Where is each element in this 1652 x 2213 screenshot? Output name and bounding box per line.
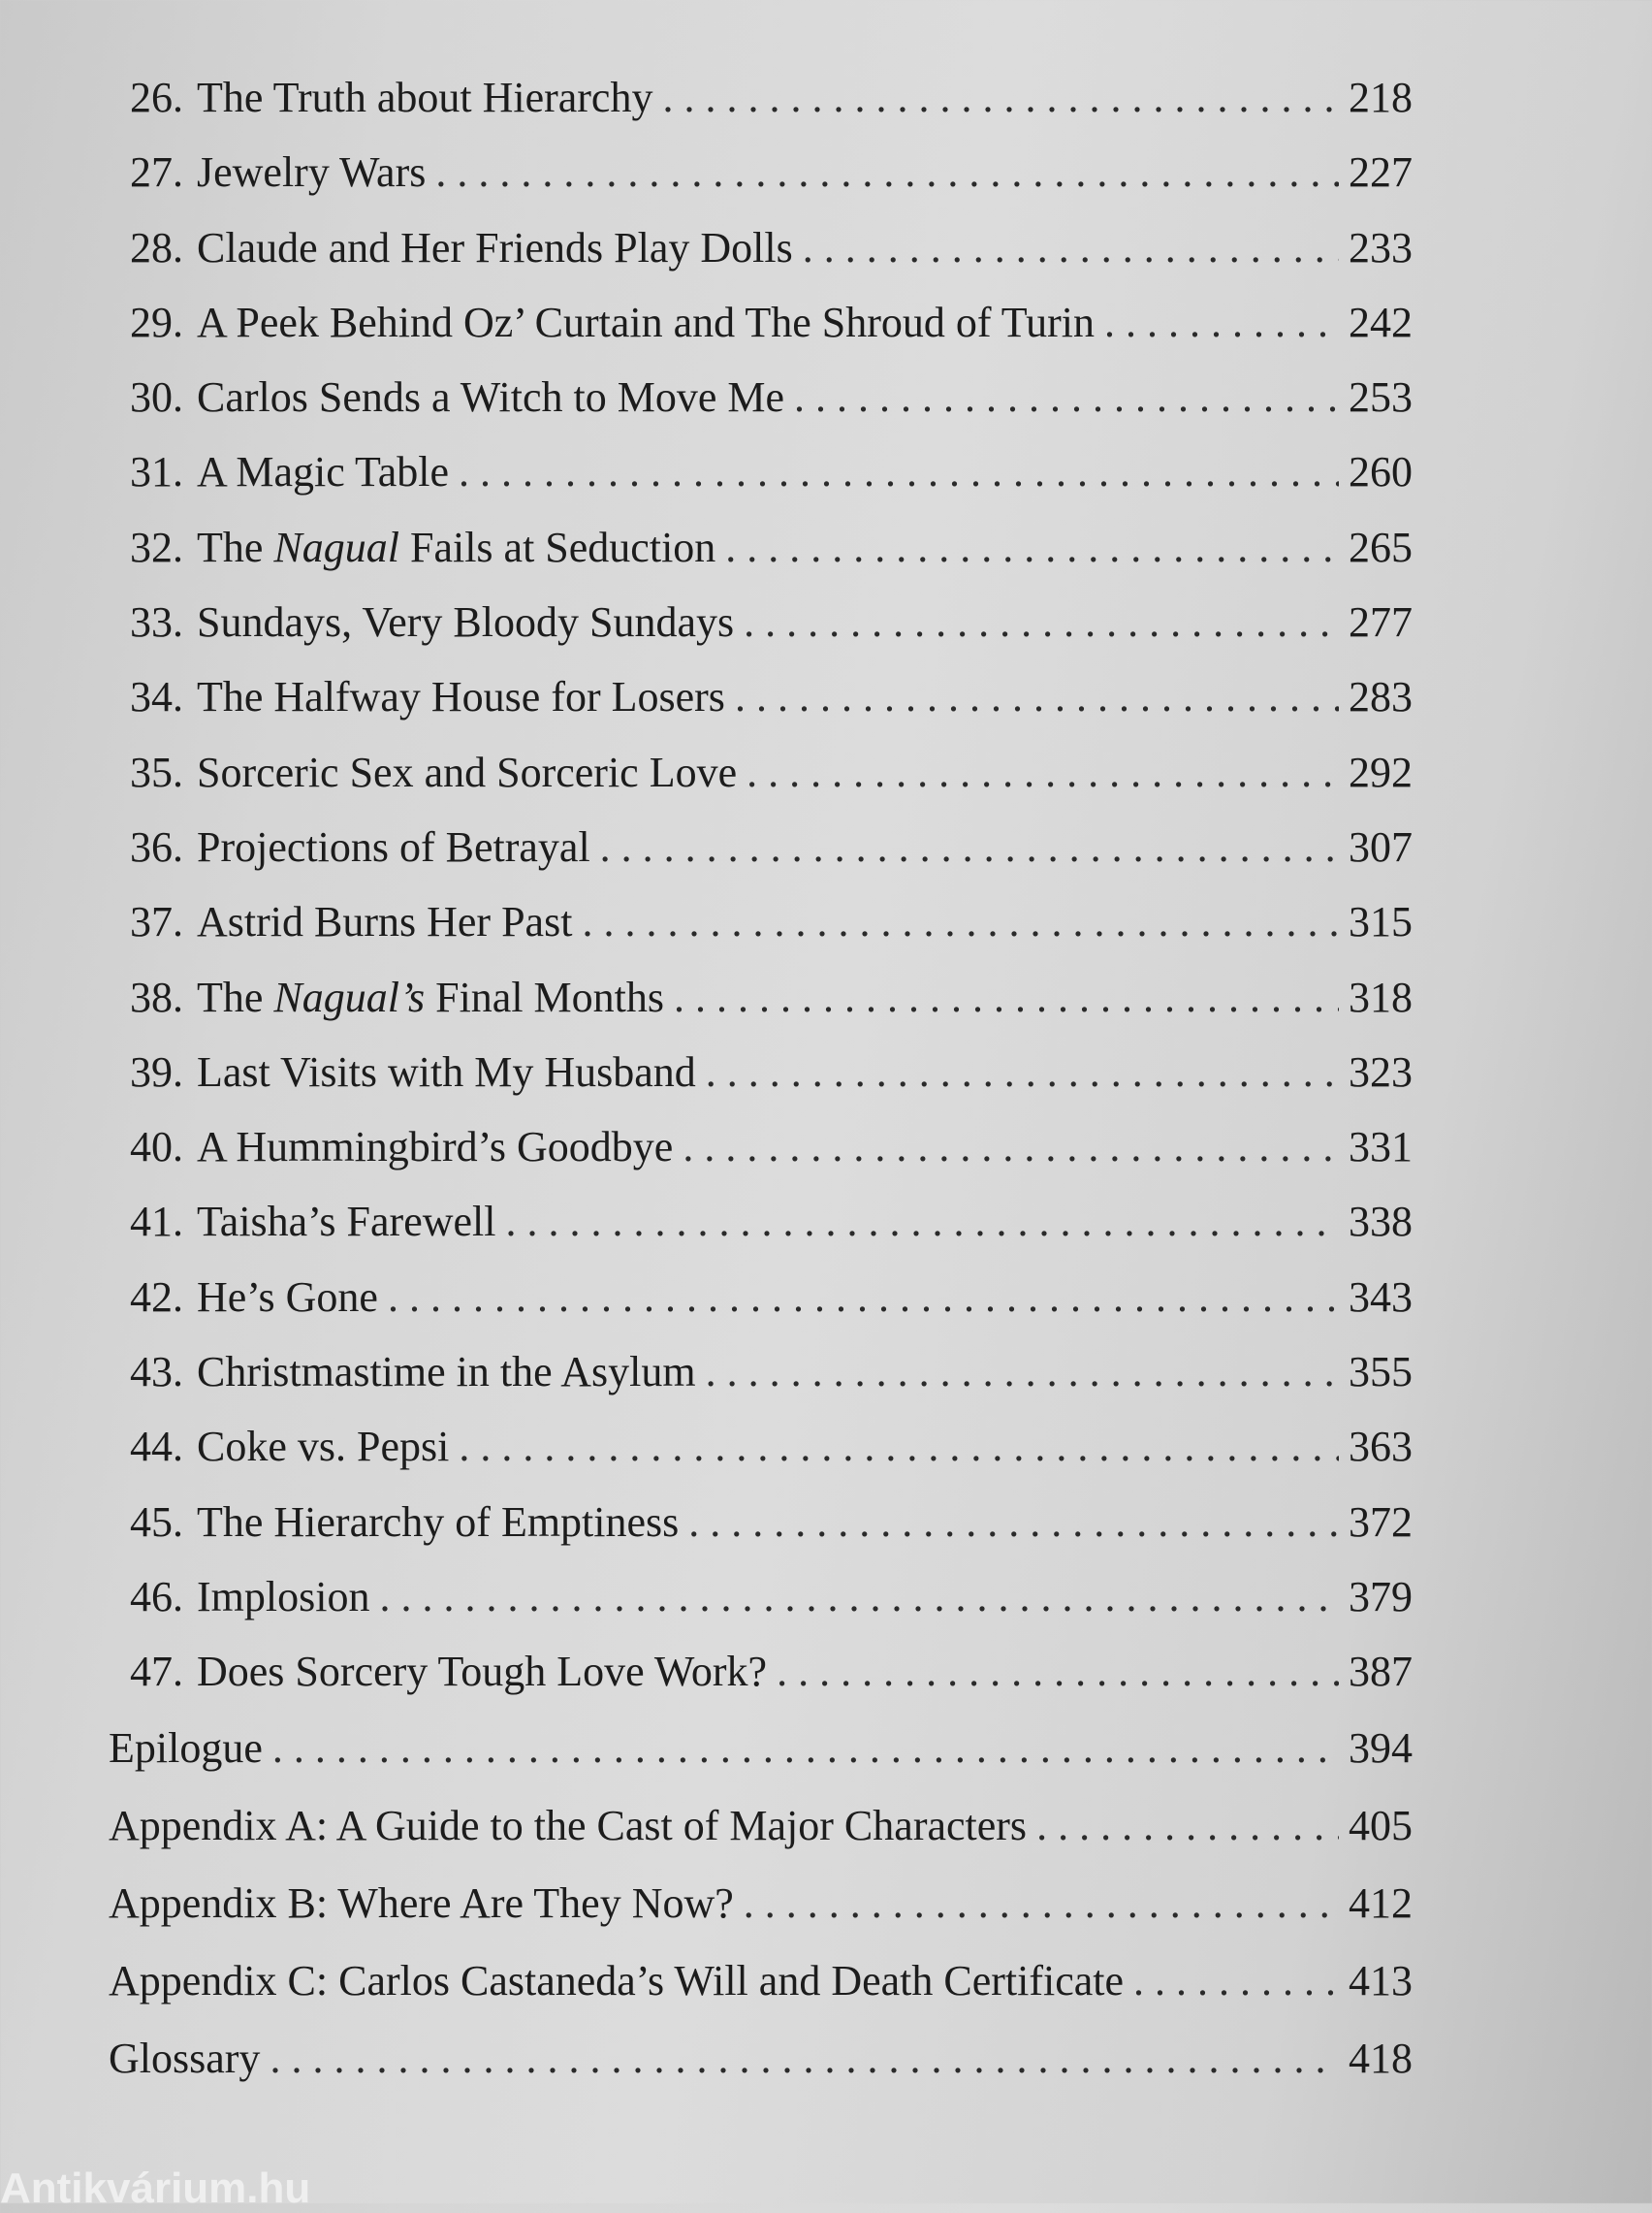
chapter-number: 37. [130,898,183,946]
page-number: 372 [1349,1497,1413,1546]
toc-entry-appendix-a [109,1787,1413,1865]
back-matter-title: Appendix C: Carlos Castaneda’s Will and Death Certificate [109,1956,1125,2005]
dot-leader [747,735,1339,810]
dot-leader [794,360,1339,434]
chapter-number: 26. [130,74,183,121]
chapter-number: 36. [130,822,183,871]
toc-entry-chapter-46 [109,1559,1413,1634]
chapter-number: 45. [130,1497,183,1546]
chapter-number: 47. [130,1648,183,1696]
dot-leader [725,510,1339,585]
page-number: 363 [1349,1423,1413,1471]
dot-leader [688,1485,1339,1559]
page-number: 343 [1349,1272,1413,1321]
page-number: 418 [1349,2034,1413,2082]
toc-entry-chapter-38 [109,960,1413,1035]
dot-leader [459,434,1339,509]
dot-leader [582,884,1339,959]
toc-entry-chapter-28 [109,210,1413,285]
dot-leader [744,585,1339,659]
page-number: 379 [1349,1572,1413,1620]
page-number: 242 [1349,298,1413,346]
chapter-title: The Halfway House for Losers [197,673,725,722]
chapter-number: 33. [130,598,183,647]
title-part: The [197,973,274,1021]
toc-entry-chapter-33 [109,585,1413,659]
chapter-title: Christmastime in the Asylum [197,1348,696,1396]
dot-leader [777,1634,1339,1709]
back-matter-title: Appendix B: Where Are They Now? [109,1878,734,1927]
chapter-title: A Magic Table [197,448,450,497]
toc-entry-chapter-41 [109,1184,1413,1259]
chapter-title: Astrid Burns Her Past [197,898,573,946]
dot-leader [1133,1942,1339,2020]
toc-entry-chapter-27 [109,135,1413,209]
dot-leader [1104,285,1339,360]
toc-entry-chapter-36 [109,810,1413,884]
page-number: 387 [1349,1648,1413,1696]
page-number: 277 [1349,598,1413,647]
chapter-title: A Hummingbird’s Goodbye [197,1123,674,1171]
chapter-title [197,960,664,1035]
chapter-number: 41. [130,1198,183,1246]
chapter-number: 44. [130,1423,183,1471]
toc-entry-glossary [109,2020,1413,2098]
toc-entry-chapter-42 [109,1260,1413,1334]
chapter-title: Sundays, Very Bloody Sundays [197,598,735,647]
toc-entry-epilogue [109,1710,1413,1787]
page-number: 318 [1349,973,1413,1021]
chapter-title: The Truth about Hierarchy [197,74,653,121]
chapter-number: 43. [130,1348,183,1396]
toc-entry-chapter-39 [109,1035,1413,1109]
dot-leader [683,1109,1339,1184]
toc-entry-chapter-35 [109,735,1413,810]
chapter-title: The Hierarchy of Emptiness [197,1497,680,1546]
chapter-title: Jewelry Wars [197,148,427,197]
dot-leader [803,210,1339,285]
chapter-title: Claude and Her Friends Play Dolls [197,223,793,272]
chapter-number: 39. [130,1047,183,1096]
dot-leader [674,960,1339,1035]
chapter-title: Coke vs. Pepsi [197,1423,450,1471]
toc-entry-appendix-b [109,1865,1413,1942]
back-matter-title: Appendix A: A Guide to the Cast of Major Characters [109,1801,1028,1849]
dot-leader [270,2020,1339,2098]
page-number: 394 [1349,1723,1413,1772]
chapter-number: 34. [130,673,183,722]
chapter-title: Implosion [197,1572,370,1620]
chapter-number: 31. [130,448,183,497]
dot-leader [706,1334,1339,1409]
toc-entry-chapter-34 [109,659,1413,734]
dot-leader [388,1260,1339,1334]
dot-leader [600,810,1339,884]
chapter-number: 27. [130,148,183,197]
chapter-number: 46. [130,1572,183,1620]
chapter-title: A Peek Behind Oz’ Curtain and The Shroud of Turin [197,298,1095,346]
chapter-number: 35. [130,748,183,796]
dot-leader [506,1184,1340,1259]
toc-entry-chapter-40 [109,1109,1413,1184]
chapter-title: Taisha’s Farewell [197,1198,496,1246]
dot-leader [1036,1787,1339,1865]
page-number: 413 [1349,1956,1413,2005]
dot-leader [735,659,1339,734]
chapter-title: Carlos Sends a Witch to Move Me [197,373,785,422]
toc-entry-chapter-29 [109,285,1413,360]
page-number: 315 [1349,898,1413,946]
title-italic-part: Nagual’s [273,973,426,1021]
chapter-title: Sorceric Sex and Sorceric Love [197,748,738,796]
page-number: 233 [1349,223,1413,272]
toc-entry-chapter-31 [109,434,1413,509]
chapter-title [197,510,715,585]
dot-leader [459,1409,1339,1484]
page-number: 338 [1349,1198,1413,1246]
page-number: 307 [1349,822,1413,871]
chapter-number: 32. [130,523,183,571]
chapter-number: 29. [130,298,183,346]
title-part: The [197,523,274,571]
watermark: Antikvárium.hu [0,2165,311,2212]
chapter-number: 38. [130,973,183,1021]
chapter-number: 40. [130,1123,183,1171]
toc-entry-chapter-47 [109,1634,1413,1709]
page-number: 331 [1349,1123,1413,1171]
chapter-number: 30. [130,373,183,422]
chapter-number: 42. [130,1272,183,1321]
page-number: 227 [1349,148,1413,197]
page-number: 405 [1349,1801,1413,1849]
page-number: 253 [1349,373,1413,422]
toc-entry-chapter-32 [109,510,1413,585]
dot-leader [272,1710,1339,1787]
dot-leader [744,1865,1339,1942]
page-number: 260 [1349,448,1413,497]
toc-entry-chapter-43 [109,1334,1413,1409]
back-matter-title: Epilogue [109,1723,263,1772]
toc-entry-appendix-c [109,1942,1413,2020]
toc-entry-chapter-37 [109,884,1413,959]
page-number: 292 [1349,748,1413,796]
toc-entry-chapter-30 [109,360,1413,434]
chapter-title: He’s Gone [197,1272,378,1321]
toc-entry-chapter-45 [109,1485,1413,1559]
chapter-title: Does Sorcery Tough Love Work? [197,1648,768,1696]
title-italic-part: Nagual [273,523,399,571]
page-number: 412 [1349,1878,1413,1927]
dot-leader [435,135,1339,209]
dot-leader [662,60,1339,135]
toc-entry-chapter-26 [109,60,1413,135]
chapter-number: 28. [130,223,183,272]
chapter-title: Projections of Betrayal [197,822,590,871]
title-part: Final Months [425,973,665,1021]
dot-leader [379,1559,1339,1634]
page-number: 265 [1349,523,1413,571]
title-part: Fails at Seduction [398,523,716,571]
page-number: 323 [1349,1047,1413,1096]
page-number: 218 [1349,74,1413,121]
page-number: 355 [1349,1348,1413,1396]
chapter-title: Last Visits with My Husband [197,1047,696,1096]
dot-leader [706,1035,1339,1109]
table-of-contents [109,60,1413,2098]
page-number: 283 [1349,673,1413,722]
toc-entry-chapter-44 [109,1409,1413,1484]
back-matter-title: Glossary [109,2034,261,2082]
